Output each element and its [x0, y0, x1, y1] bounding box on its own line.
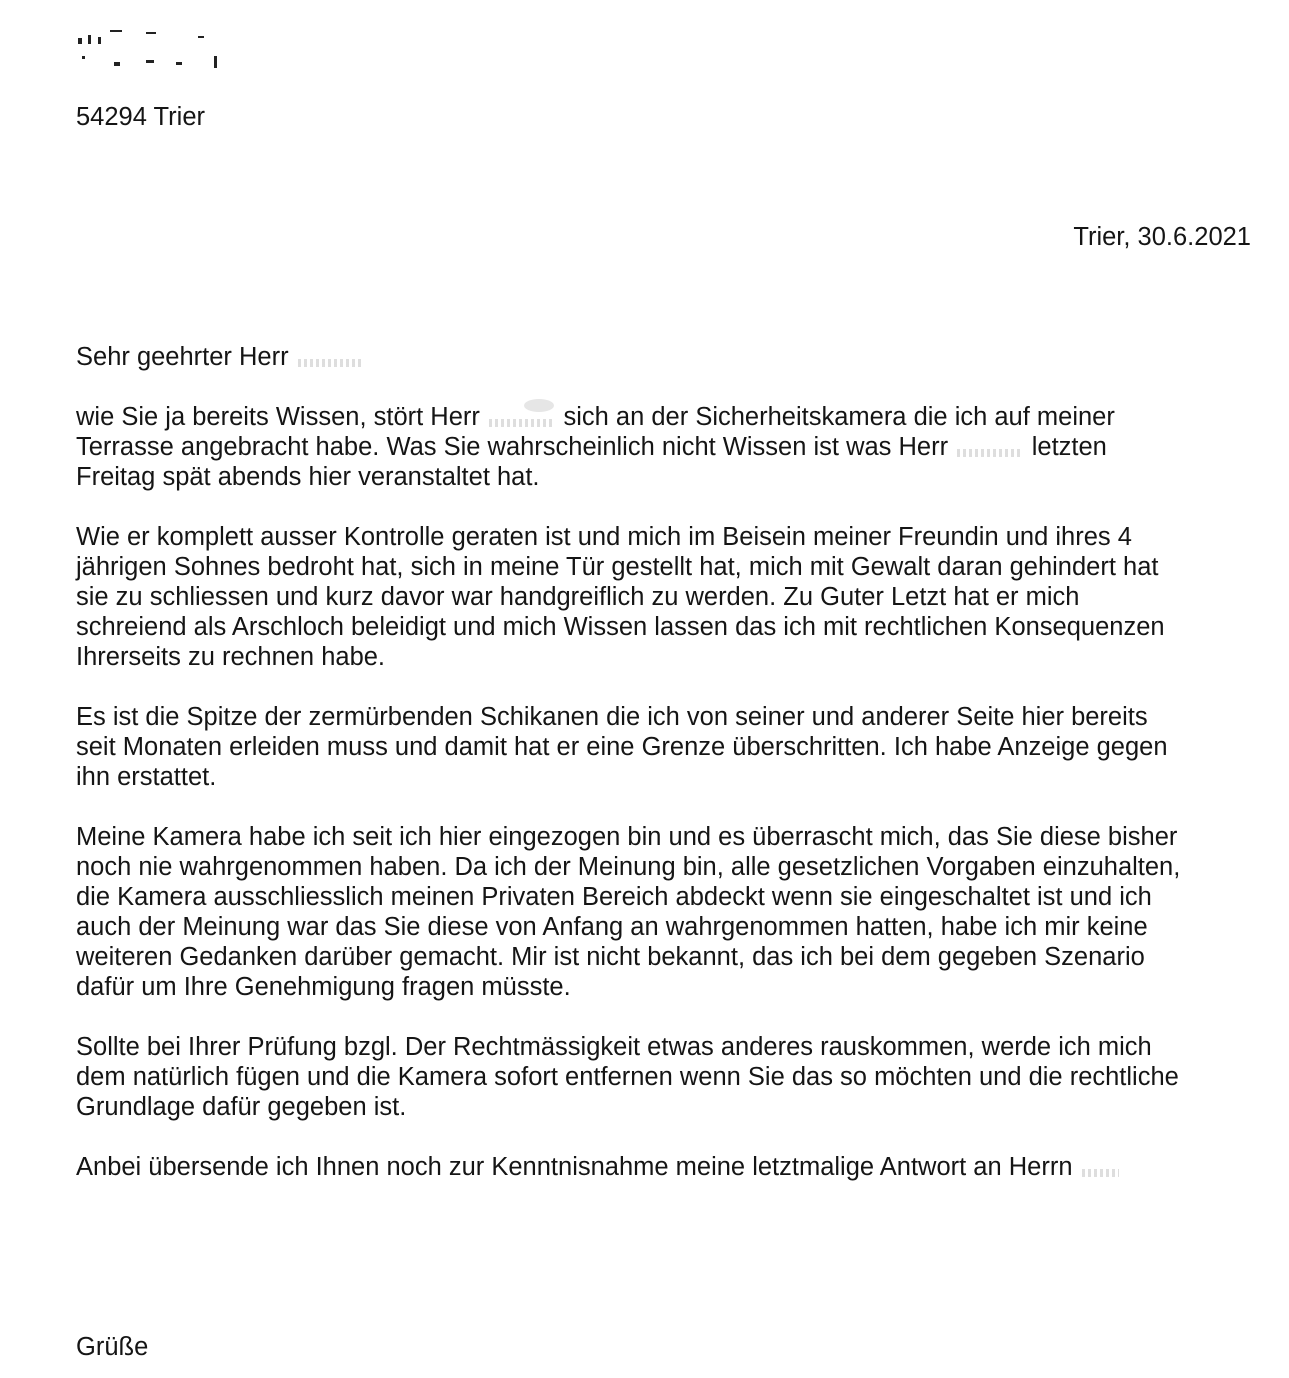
paragraph-4	[76, 822, 1281, 1002]
text-segment: letzten	[1031, 433, 1107, 461]
salutation	[76, 342, 364, 372]
text-segment: Anbei übersende ich Ihnen noch zur Kenntnisnahme meine letztmalige Antwort an Herrn	[76, 1153, 1073, 1181]
text-segment: Terrasse angebracht habe. Was Sie wahrscheinlich nicht Wissen ist was Herr	[76, 433, 949, 461]
paragraph-line: Meine Kamera habe ich seit ich hier eingezogen bin und es überrascht mich, das Sie diese bisher	[76, 823, 1178, 851]
paragraph-line: dafür um Ihre Genehmigung fragen müsste.	[76, 973, 571, 1001]
paragraph-line: Grundlage dafür gegeben ist.	[76, 1093, 407, 1121]
paragraph-line	[76, 402, 1281, 432]
paragraph-line: schreiend als Arschloch beleidigt und mich Wissen lassen das ich mit rechtlichen Konsequenzen	[76, 613, 1165, 641]
paragraph-line: dem natürlich fügen und die Kamera sofort entfernen wenn Sie das so möchten und die rechtliche	[76, 1063, 1179, 1091]
paragraph-line: weiteren Gedanken darüber gemacht. Mir ist nicht bekannt, das ich bei dem gegeben Szenario	[76, 943, 1145, 971]
text-segment: wie Sie ja bereits Wissen, stört Herr	[76, 403, 480, 431]
paragraph-line: die Kamera ausschliesslich meinen Privaten Bereich abdeckt wenn sie eingeschaltet ist und ich	[76, 883, 1152, 911]
paragraph-line: Sollte bei Ihrer Prüfung bzgl. Der Rechtmässigkeit etwas anderes rauskommen, werde ich mich	[76, 1033, 1152, 1061]
paragraph-line: Freitag spät abends hier veranstaltet hat.	[76, 463, 540, 491]
redacted-name	[1080, 1152, 1121, 1182]
paragraph-5	[76, 1032, 1281, 1122]
salutation-text: Sehr geehrter Herr	[76, 343, 289, 371]
paragraph-line	[76, 1152, 1281, 1182]
redacted-name	[955, 432, 1024, 462]
redacted-sender-street	[76, 52, 226, 72]
paragraph-1	[76, 402, 1281, 492]
sender-city: 54294 Trier	[76, 103, 205, 131]
letter-date: Trier, 30.6.2021	[1073, 223, 1251, 251]
paragraph-3	[76, 702, 1281, 792]
paragraph-line: noch nie wahrgenommen haben. Da ich der Meinung bin, alle gesetzlichen Vorgaben einzuhalten,	[76, 853, 1181, 881]
text-segment: sich an der Sicherheitskamera die ich auf meiner	[563, 403, 1115, 431]
paragraph-line: auch der Meinung war das Sie diese von Anfang an wahrgenommen hatten, habe ich mir keine	[76, 913, 1148, 941]
paragraph-line: seit Monaten erleiden muss und damit hat er eine Grenze überschritten. Ich habe Anzeige gegen	[76, 733, 1168, 761]
paragraph-2	[76, 522, 1281, 672]
paragraph-line: ihn erstattet.	[76, 763, 217, 791]
redacted-name	[487, 402, 556, 432]
redacted-recipient-name	[296, 342, 364, 372]
paragraph-6	[76, 1152, 1281, 1182]
paragraph-line: Es ist die Spitze der zermürbenden Schikanen die ich von seiner und anderer Seite hier bereits	[76, 703, 1148, 731]
paragraph-line: Wie er komplett ausser Kontrolle geraten ist und mich im Beisein meiner Freundin und ihres 4	[76, 523, 1132, 551]
closing: Grüße	[76, 1333, 149, 1361]
redacted-sender-name	[76, 26, 226, 48]
paragraph-line	[76, 432, 1281, 462]
paragraph-line: Ihrerseits zu rechnen habe.	[76, 643, 386, 671]
paragraph-line: jährigen Sohnes bedroht hat, sich in meine Tür gestellt hat, mich mit Gewalt daran gehindert hat	[76, 553, 1159, 581]
paragraph-line: sie zu schliessen und kurz davor war handgreiflich zu werden. Zu Guter Letzt hat er mich	[76, 583, 1080, 611]
